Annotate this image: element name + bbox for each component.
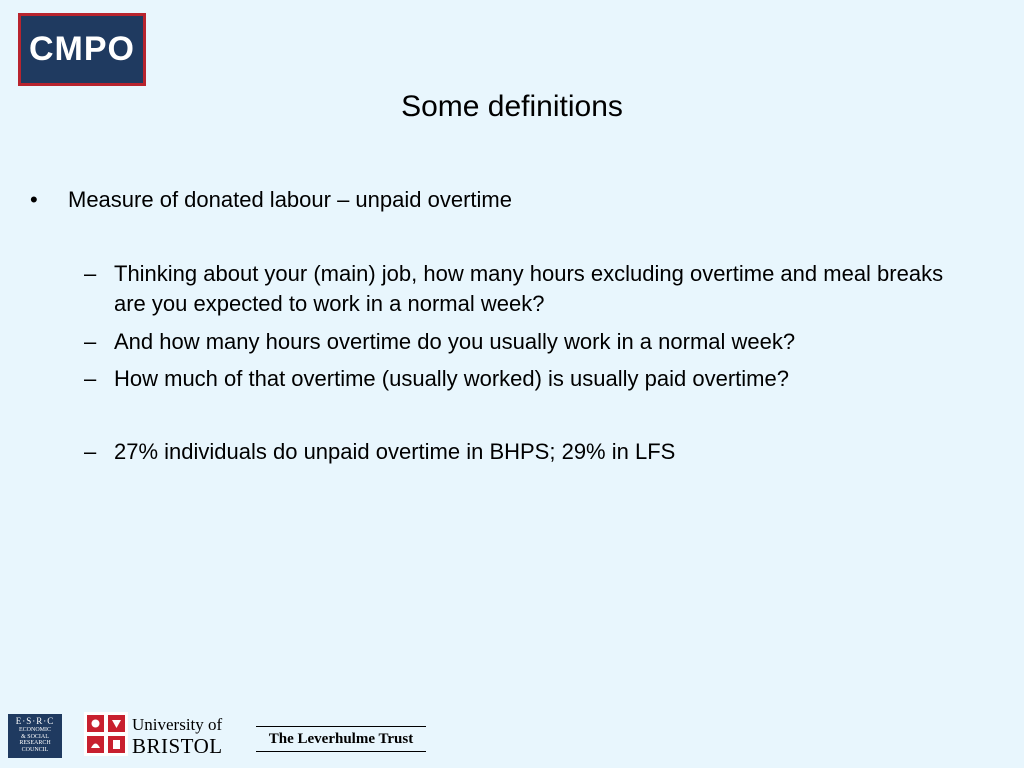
sub-bullet — [84, 437, 954, 467]
esrc-logo-line: & SOCIAL — [21, 733, 49, 740]
sub-bullet-mark: – — [84, 261, 97, 286]
leverhulme-logo-text: The Leverhulme Trust — [268, 730, 414, 747]
bullet-mark: • — [30, 187, 38, 212]
sub-bullet-mark: – — [84, 439, 97, 464]
sub-bullet — [84, 364, 954, 394]
sub-bullet — [84, 327, 954, 357]
esrc-logo-line: ECONOMIC — [18, 727, 51, 733]
sub-bullet-text: And how many hours overtime do you usually work in a normal week? — [114, 329, 796, 354]
esrc-logo-line: COUNCIL — [21, 746, 49, 753]
cmpo-logo-text: CMPO — [29, 30, 135, 68]
slide-title: Some definitions — [401, 90, 623, 123]
bristol-crest-icon — [84, 712, 128, 756]
bristol-logo-line1: University of — [132, 715, 223, 734]
footer-logos — [0, 700, 1024, 768]
sub-bullet — [84, 259, 954, 319]
sub-bullet-mark: – — [84, 366, 97, 391]
bullet-text: Measure of donated labour – unpaid overtime — [68, 187, 512, 212]
sub-bullet-text: 27% individuals do unpaid overtime in BHPS; 29% in LFS — [114, 439, 676, 464]
esrc-logo-title: E·S·R·C — [15, 716, 55, 726]
bristol-logo-line2: BRISTOL — [132, 734, 223, 758]
cmpo-logo — [18, 13, 146, 86]
university-of-bristol-logo — [84, 712, 234, 758]
sub-bullet-text: How much of that overtime (usually worked) is usually paid overtime? — [114, 366, 789, 391]
leverhulme-trust-logo — [256, 726, 426, 752]
sub-bullet-mark: – — [84, 329, 97, 354]
esrc-logo-line: RESEARCH — [19, 740, 51, 746]
sub-bullet-text: Thinking about your (main) job, how many hours excluding overtime and meal breaks are you expected to work in a normal week? — [114, 261, 944, 316]
esrc-logo — [8, 714, 62, 758]
